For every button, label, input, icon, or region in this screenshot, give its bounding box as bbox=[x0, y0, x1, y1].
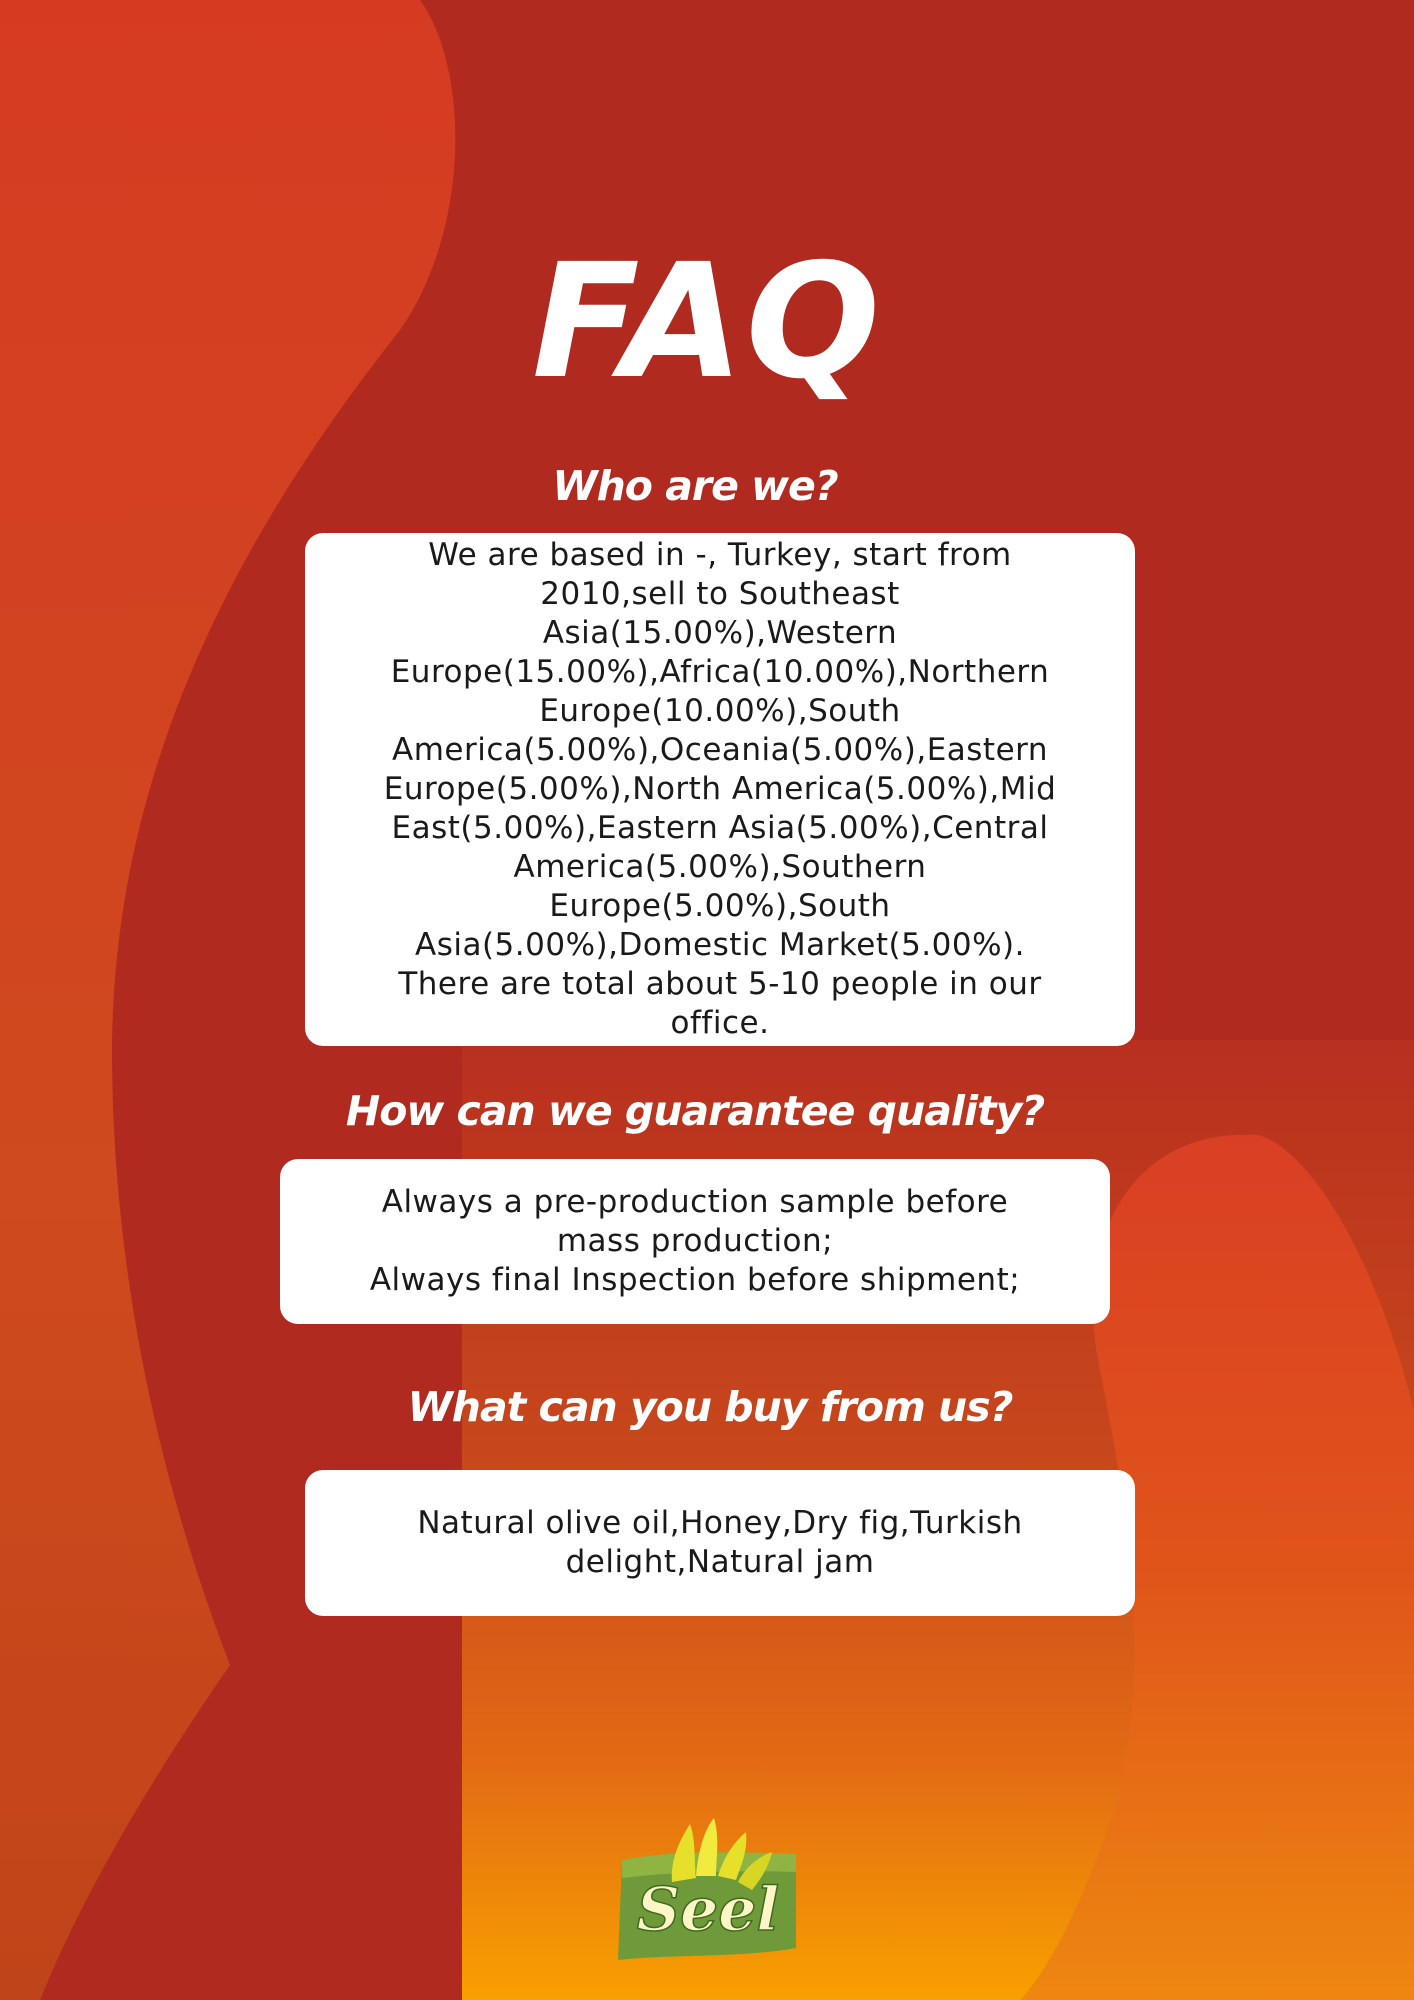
question-products: What can you buy from us? bbox=[407, 1383, 1013, 1431]
answer-who-are-we: We are based in -, Turkey, start from 2010,sell to Southeast Asia(15.00%),Western Europe(15.00%),Africa(10.00%),Northern Europe(10.00%),South America(5.00%),Oceania(5.00%),Eastern Europe(5.00%),North America(5.00%),Mid East(5.00%),Eastern Asia(5.00%),Central America(5.00%),Southern Europe(5.00%),South Asia(5.00%),Domestic Market(5.00%). There are total about 5-10 people in our office. bbox=[383, 537, 1057, 1041]
page-title: FAQ bbox=[531, 230, 883, 414]
answer-card-quality bbox=[280, 1159, 1110, 1324]
question-who-are-we: Who are we? bbox=[552, 462, 838, 510]
hand-leaf-logo-icon bbox=[612, 1812, 802, 1962]
question-quality: How can we guarantee quality? bbox=[345, 1087, 1045, 1135]
answer-quality: Always a pre-production sample before mass production; Always final Inspection before shipment; bbox=[369, 1184, 1021, 1298]
answer-card-products bbox=[305, 1470, 1135, 1616]
answer-card-who-are-we bbox=[305, 533, 1135, 1046]
answer-products: Natural olive oil,Honey,Dry fig,Turkish delight,Natural jam bbox=[417, 1505, 1023, 1580]
logo-wordmark: Seel bbox=[636, 1875, 780, 1945]
